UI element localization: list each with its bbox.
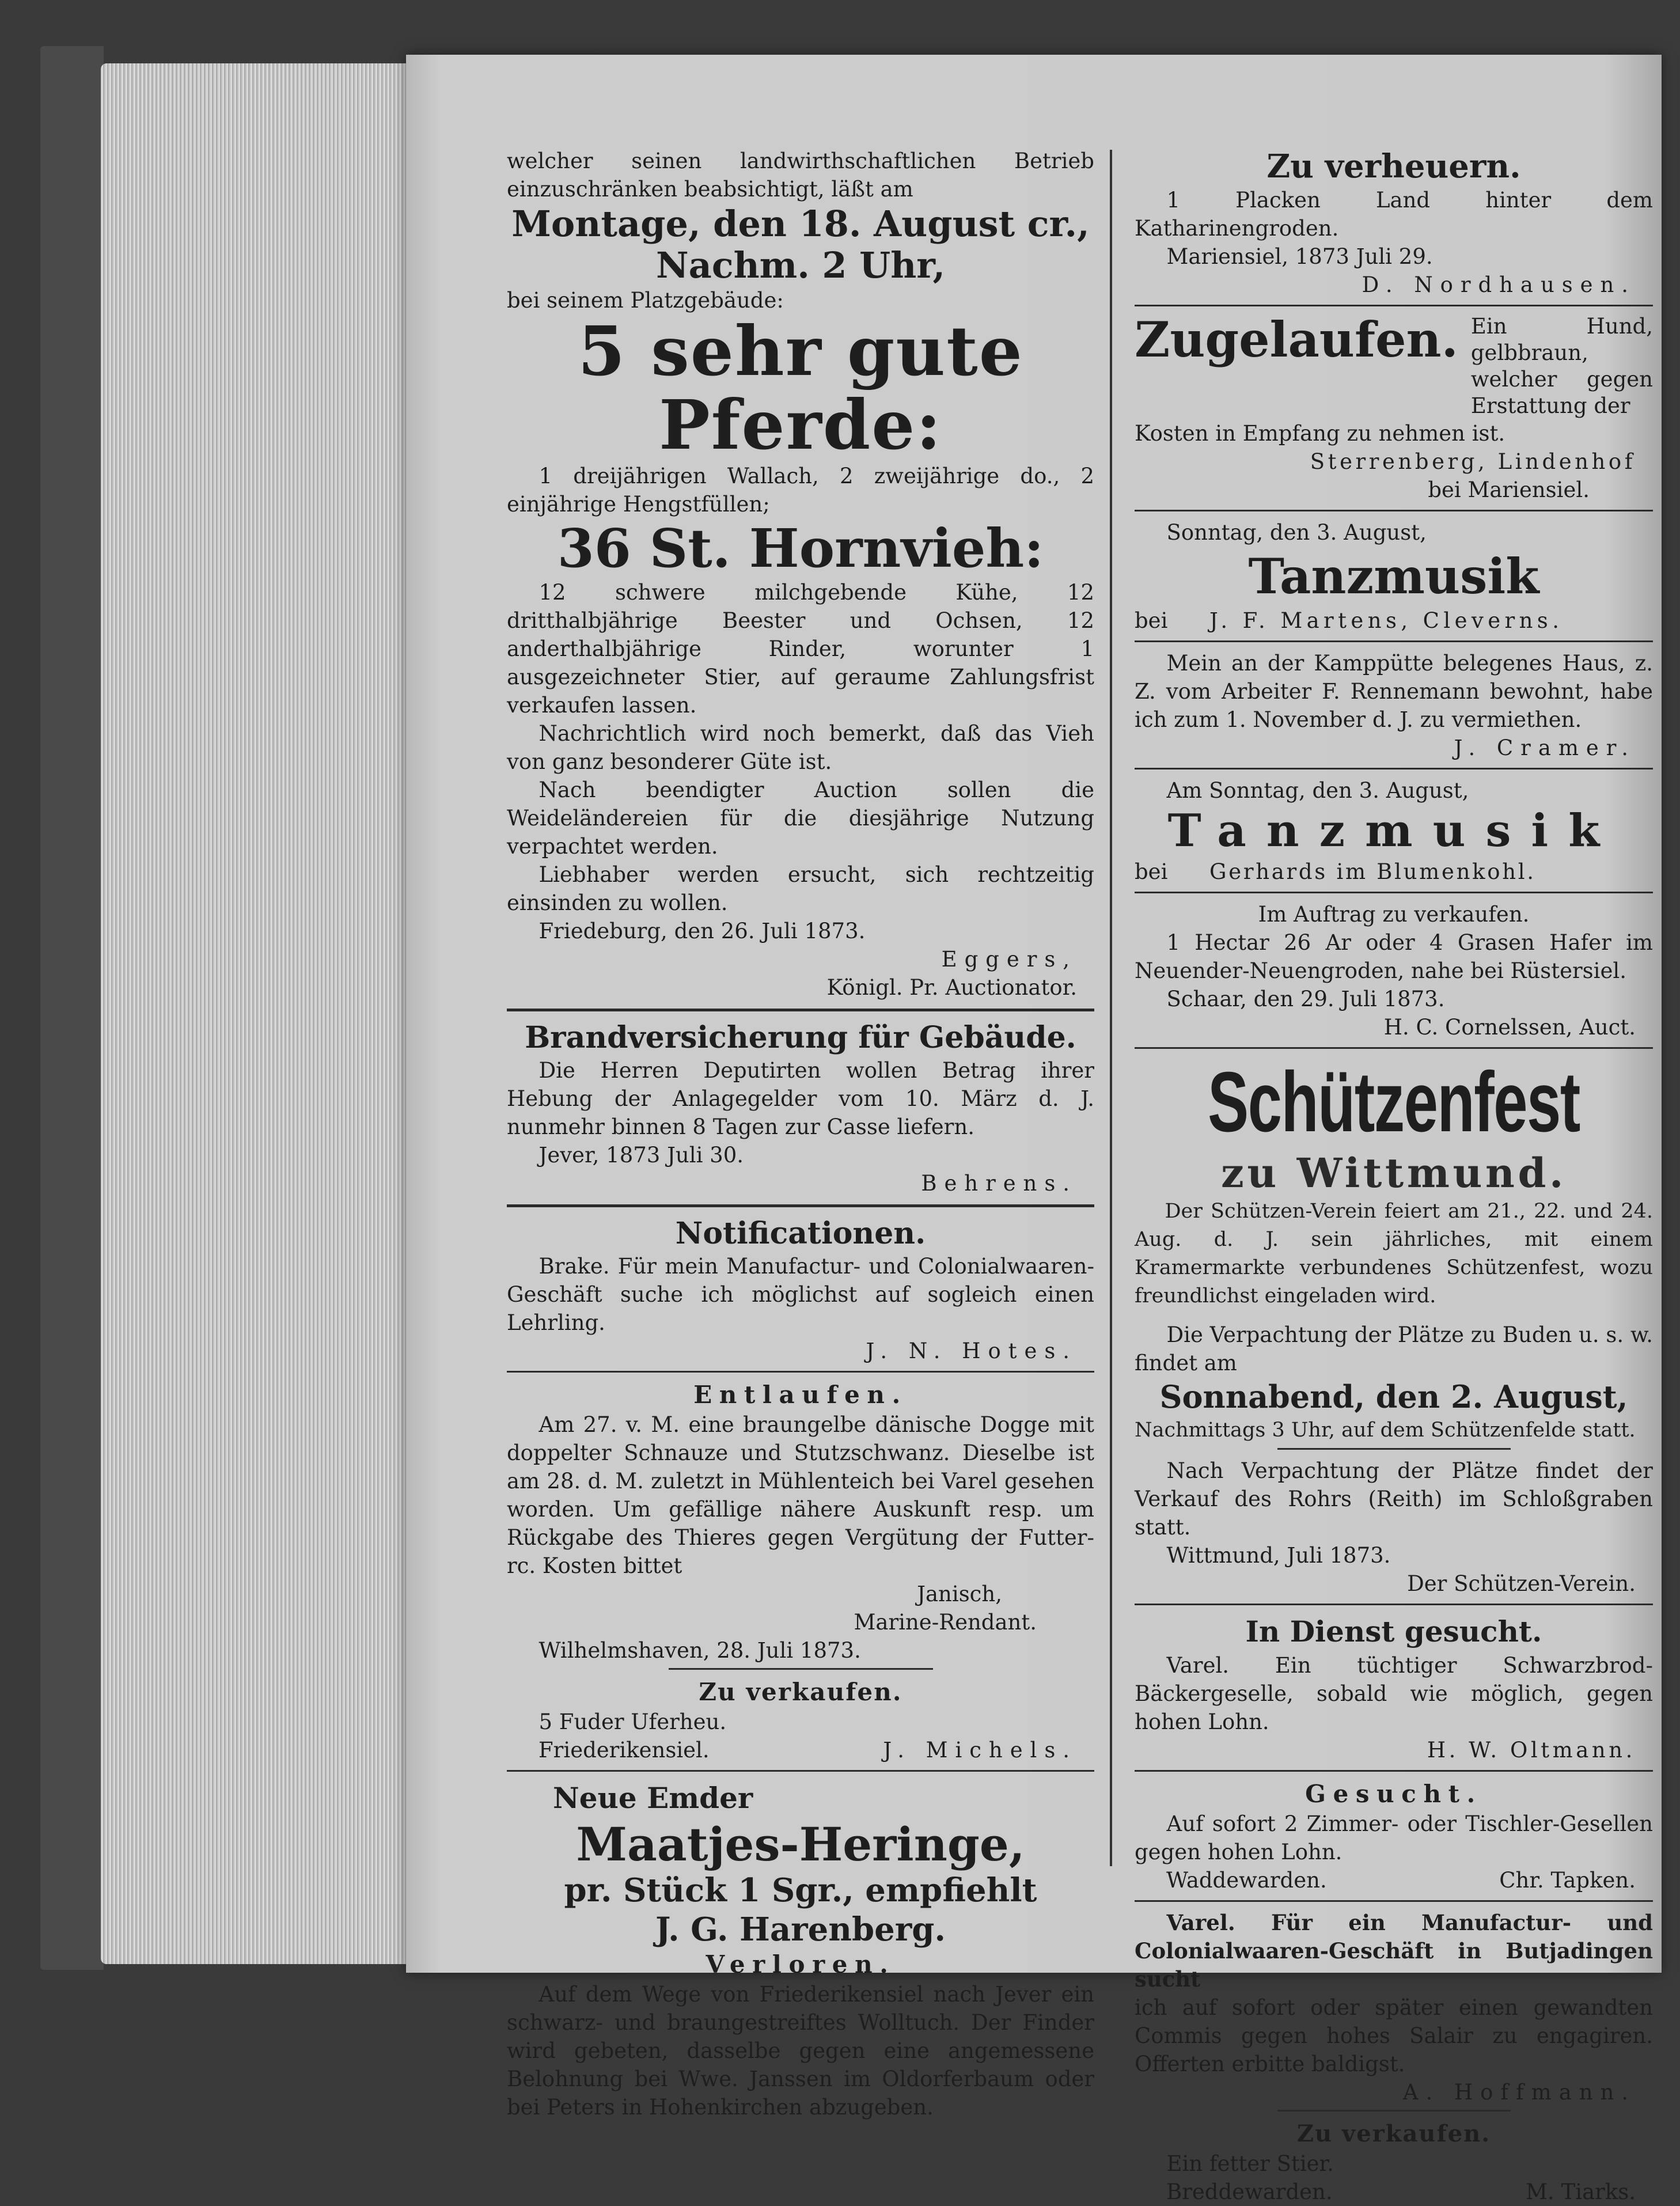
brand-body: Die Herren Deputirten wollen Betrag ihrer Hebung der Anlagegelder vom 10. März d. J. nunmehr binnen 8 Tagen zur Casse liefern. bbox=[507, 1058, 1094, 1139]
heu-body: 5 Fuder Uferheu. bbox=[538, 1710, 727, 1734]
auction-note-2: Nach beendigter Auction sollen die Weideländereien für die diesjährige Nutzung verpachtet werden. bbox=[507, 778, 1094, 859]
stier-place: Breddewarden. bbox=[1166, 2180, 1333, 2204]
divider bbox=[1135, 892, 1653, 893]
zugelaufen-heading: Zugelaufen. bbox=[1135, 311, 1458, 368]
verloren-body: Auf dem Wege von Friederikensiel nach Jever ein schwarz- und braungestreiftes Wolltuch. Der Finder wird gebeten, dasselbe gegen eine angemessene Belohnung bei Wwe. Janssen im Oldorferbaum oder bei Peters in Hohenkirchen abzugeben. bbox=[507, 1982, 1094, 2120]
heu-footer bbox=[507, 1736, 1094, 1764]
ad-entlaufen bbox=[507, 1379, 1094, 1665]
tanz1-bei: bei bbox=[1135, 608, 1168, 633]
zugelaufen-side: Ein Hund, gelbbraun, welcher gegen Erstattung der bbox=[1470, 314, 1653, 418]
page-stack-edge bbox=[101, 63, 406, 1964]
schuetzenfest-place-date: Wittmund, Juli 1873. bbox=[1166, 1543, 1391, 1568]
notifications-heading: Notificationen. bbox=[675, 1216, 926, 1251]
brand-place-date: Jever, 1873 Juli 30. bbox=[538, 1143, 744, 1168]
left-column bbox=[507, 147, 1094, 2121]
divider bbox=[1135, 1900, 1653, 1902]
tanz1-host-row bbox=[1135, 607, 1653, 635]
schuetzenfest-signer: Der Schützen-Verein. bbox=[1407, 1571, 1636, 1596]
schuetzenfest-rohr: Nach Verpachtung der Plätze findet der Verkauf des Rohrs (Reith) im Schloßgraben statt. bbox=[1135, 1458, 1653, 1540]
ad-varel-commis bbox=[1135, 1909, 1653, 2106]
auction-place-date: Friedeburg, den 26. Juli 1873. bbox=[538, 919, 866, 943]
ad-tanzmusik-1 bbox=[1135, 518, 1653, 635]
column-divider bbox=[1110, 150, 1112, 1866]
tanz1-heading: Tanzmusik bbox=[1248, 548, 1539, 605]
divider bbox=[1135, 1047, 1653, 1049]
gesucht-signer: Chr. Tapken. bbox=[1499, 1868, 1636, 1893]
verheuern-place-date: Mariensiel, 1873 Juli 29. bbox=[1166, 244, 1433, 269]
stier-heading: Zu verkaufen. bbox=[1296, 2120, 1491, 2147]
auction-note-3: Liebhaber werden ersucht, sich rechtzeitig einsinden zu wollen. bbox=[507, 862, 1094, 915]
divider bbox=[507, 1371, 1094, 1373]
divider bbox=[1135, 1770, 1653, 1772]
ad-hafer bbox=[1135, 900, 1653, 1041]
divider bbox=[1277, 2110, 1511, 2112]
stier-footer bbox=[1135, 2178, 1653, 2206]
entlaufen-signer: Janisch, bbox=[917, 1582, 1002, 1606]
auction-place: bei seinem Platzgebäude: bbox=[507, 288, 784, 313]
tanz2-heading: Tanzmusik bbox=[1167, 805, 1620, 857]
dienst-body: Varel. Ein tüchtiger Schwarzbrod-Bäckergeselle, sobald wie möglich, gegen hohen Lohn. bbox=[1135, 1653, 1653, 1734]
zugelaufen-body: Kosten in Empfang zu nehmen ist. bbox=[1135, 421, 1505, 446]
divider bbox=[507, 1009, 1094, 1011]
tanz1-host: J. F. Martens, Cleverns. bbox=[1209, 608, 1564, 633]
varel-body: ich auf sofort oder später einen gewandten Commis gegen hohes Salair zu engagiren. Offerten erbitte baldigst. bbox=[1135, 1995, 1653, 2076]
schuetzenfest-date: Sonnabend, den 2. August, bbox=[1159, 1378, 1628, 1415]
tanz1-date: Sonntag, den 3. August, bbox=[1166, 520, 1427, 545]
auction-time: Nachm. 2 Uhr, bbox=[655, 244, 946, 286]
entlaufen-body: Am 27. v. M. eine braungelbe dänische Dogge mit doppelter Schnauze und Stutzschwanz. Dieselbe ist am 28. d. M. zuletzt in Mühlenteich bei Varel gesehen worden. Um gefällige nähere Auskunft resp. um Rückgabe des Thieres gegen Vergütung der Futter- rc. Kosten bittet bbox=[507, 1412, 1094, 1578]
gesucht-body: Auf sofort 2 Zimmer- oder Tischler-Gesellen gegen hohen Lohn. bbox=[1135, 1811, 1653, 1864]
verheuern-heading: Zu verheuern. bbox=[1266, 147, 1521, 185]
ad-verloren bbox=[507, 1949, 1094, 2121]
zugelaufen-head bbox=[1135, 313, 1653, 419]
ad-schuetzenfest bbox=[1135, 1056, 1653, 1598]
tanz2-bei: bei bbox=[1135, 859, 1168, 884]
divider bbox=[1135, 640, 1653, 642]
divider bbox=[507, 1204, 1094, 1207]
heringe-heading: Maatjes-Heringe, bbox=[576, 1817, 1025, 1871]
ad-zu-verkaufen-heu bbox=[507, 1677, 1094, 1764]
ad-horse-auction bbox=[507, 147, 1094, 1002]
cattle-detail: 12 schwere milchgebende Kühe, 12 dritthalbjährige Beester und Ochsen, 12 anderthalbjährige Rinder, worunter 1 ausgezeichneter Stier, auf geraume Zahlungsfrist verkaufen lassen. bbox=[507, 580, 1094, 718]
brand-heading: Brandversicherung für Gebäude. bbox=[525, 1020, 1076, 1055]
auction-intro: welcher seinen landwirthschaftlichen Betrieb einzuschränken beabsichtigt, läßt am bbox=[507, 149, 1094, 202]
ad-gesucht bbox=[1135, 1779, 1653, 1894]
auction-note-1: Nachrichtlich wird noch bemerkt, daß das Vieh von ganz besonderer Güte ist. bbox=[507, 721, 1094, 774]
verheuern-signer: D. Nordhausen. bbox=[1362, 272, 1636, 297]
divider bbox=[1135, 305, 1653, 306]
auction-signer: Eggers, bbox=[941, 947, 1077, 972]
cattle-heading: 36 St. Hornvieh: bbox=[557, 517, 1044, 579]
divider bbox=[1135, 510, 1653, 511]
haus-signer: J. Cramer. bbox=[1454, 736, 1636, 760]
ad-in-dienst bbox=[1135, 1612, 1653, 1764]
hafer-intro: Im Auftrag zu verkaufen. bbox=[1258, 902, 1530, 927]
tanz2-host: Gerhards im Blumenkohl. bbox=[1209, 859, 1536, 884]
schuetzenfest-time: Nachmittags 3 Uhr, auf dem Schützenfelde statt. bbox=[1135, 1419, 1636, 1442]
brand-signer: Behrens. bbox=[921, 1171, 1077, 1196]
horses-heading: 5 sehr gute Pferde: bbox=[578, 311, 1023, 465]
ad-brandversicherung bbox=[507, 1019, 1094, 1197]
auction-date: Montage, den 18. August cr., bbox=[511, 203, 1090, 245]
ad-notifications bbox=[507, 1215, 1094, 1365]
notifications-signer: J. N. Hotes. bbox=[866, 1339, 1077, 1363]
heringe-seller: J. G. Harenberg. bbox=[655, 1911, 946, 1949]
verheuern-body: 1 Placken Land hinter dem Katharinengroden. bbox=[1135, 188, 1653, 241]
dienst-heading: In Dienst gesucht. bbox=[1245, 1614, 1542, 1648]
ad-zu-verheuern bbox=[1135, 147, 1653, 299]
entlaufen-signer-title: Marine-Rendant. bbox=[854, 1610, 1037, 1635]
ad-tanzmusik-2 bbox=[1135, 776, 1653, 886]
right-column bbox=[1135, 147, 1653, 2206]
divider bbox=[1135, 768, 1653, 770]
haus-body: Mein an der Kamppütte belegenes Haus, z. Z. vom Arbeiter F. Rennemann bewohnt, habe ich zum 1. November d. J. zu vermiethen. bbox=[1135, 651, 1653, 732]
divider bbox=[507, 1770, 1094, 1772]
auction-signer-title: Königl. Pr. Auctionator. bbox=[826, 975, 1077, 1000]
heringe-price: pr. Stück 1 Sgr., empfiehlt bbox=[564, 1871, 1037, 1909]
varel-signer: A. Hoffmann. bbox=[1402, 2080, 1636, 2105]
varel-body-bold: Varel. Für ein Manufactur- und Colonialwaaren-Geschäft in Butjadingen sucht bbox=[1135, 1910, 1653, 1992]
gesucht-place: Waddewarden. bbox=[1166, 1868, 1327, 1893]
schuetzenfest-pacht: Die Verpachtung der Plätze zu Buden u. s. w. findet am bbox=[1135, 1322, 1653, 1375]
ad-stier bbox=[1135, 2118, 1653, 2206]
divider bbox=[1135, 1604, 1653, 1605]
heu-signer: J. Michels. bbox=[883, 1738, 1077, 1762]
heu-heading: Zu verkaufen. bbox=[699, 1678, 902, 1706]
ad-haus bbox=[1135, 649, 1653, 762]
gesucht-heading: Gesucht. bbox=[1305, 1780, 1482, 1808]
zugelaufen-signer-place: bei Mariensiel. bbox=[1428, 477, 1590, 502]
heringe-line1: Neue Emder bbox=[553, 1781, 753, 1815]
divider bbox=[669, 1668, 933, 1670]
zugelaufen-signer: Sterrenberg, Lindenhof bbox=[1310, 449, 1636, 474]
notifications-body: Brake. Für mein Manufactur- und Colonialwaaren-Geschäft suche ich möglichst auf sogleich einen Lehrling. bbox=[507, 1254, 1094, 1335]
hafer-place-date: Schaar, den 29. Juli 1873. bbox=[1166, 987, 1445, 1011]
divider bbox=[1277, 1448, 1511, 1450]
ad-heringe bbox=[507, 1779, 1094, 1949]
hafer-signer: H. C. Cornelssen, Auct. bbox=[1383, 1015, 1636, 1040]
schuetzenfest-body: Der Schützen-Verein feiert am 21., 22. und 24. Aug. d. J. sein jährliches, mit einem Kramermarkte verbundenes Schützenfest, wozu freundlichst eingeladen wird. bbox=[1135, 1200, 1653, 1307]
stier-signer: M. Tiarks. bbox=[1526, 2180, 1636, 2204]
verloren-heading: Verloren. bbox=[706, 1950, 896, 1978]
book-cover-edge bbox=[40, 46, 104, 1970]
stier-body: Ein fetter Stier. bbox=[1166, 2151, 1334, 2176]
gesucht-footer bbox=[1135, 1866, 1653, 1894]
entlaufen-heading: Entlaufen. bbox=[693, 1381, 908, 1409]
ad-zugelaufen bbox=[1135, 313, 1653, 504]
schuetzenfest-heading: Schützenfest bbox=[1208, 1055, 1580, 1150]
tanz2-host-row bbox=[1135, 858, 1653, 886]
heu-place: Friederikensiel. bbox=[538, 1738, 710, 1762]
entlaufen-place-date: Wilhelmshaven, 28. Juli 1873. bbox=[538, 1638, 861, 1663]
hafer-body: 1 Hectar 26 Ar oder 4 Grasen Hafer im Neuender-Neuengroden, nahe bei Rüstersiel. bbox=[1135, 930, 1653, 983]
dienst-signer: H. W. Oltmann. bbox=[1427, 1738, 1636, 1762]
schuetzenfest-subheading: zu Wittmund. bbox=[1220, 1149, 1567, 1197]
horses-detail: 1 dreijährigen Wallach, 2 zweijährige do., 2 einjährige Hengstfüllen; bbox=[507, 464, 1094, 517]
tanz2-date: Am Sonntag, den 3. August, bbox=[1166, 778, 1469, 803]
